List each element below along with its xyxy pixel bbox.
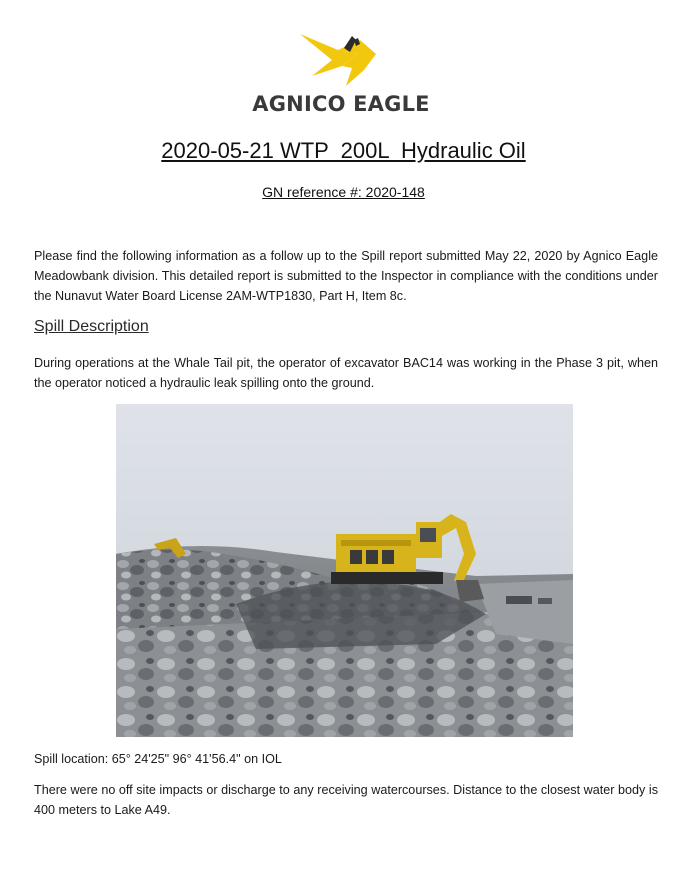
gn-reference: GN reference #: 2020-148 (262, 184, 425, 200)
logo-wordmark: AGNICO EAGLE (252, 92, 430, 116)
spill-location: Spill location: 65° 24'25" 96° 41'56.4" on IOL (34, 752, 282, 766)
agnico-eagle-logo (250, 30, 440, 120)
section-heading-spill-description: Spill Description (34, 318, 149, 335)
description-paragraph: During operations at the Whale Tail pit, the operator of excavator BAC14 was working in the Phase 3 pit, when the operator noticed a hydraulic leak spilling onto the ground. (34, 356, 658, 390)
eagle-logo-icon (298, 30, 384, 88)
page-title: 2020-05-21 WTP 200L Hydraulic Oil (161, 138, 526, 163)
excavator-photo (116, 404, 573, 737)
intro-paragraph: Please find the following information as a follow up to the Spill report submitted May 22, 2020 by Agnico Eagle Meadowbank division. This detailed report is submitted to the Inspector in compliance with the conditions under the Nunavut Water Board License 2AM-WTP1830, Part H, Item 8c. (34, 249, 658, 303)
impacts-paragraph: There were no off site impacts or discharge to any receiving watercourses. Distance to the closest water body is 400 meters to Lake A49. (34, 783, 658, 817)
